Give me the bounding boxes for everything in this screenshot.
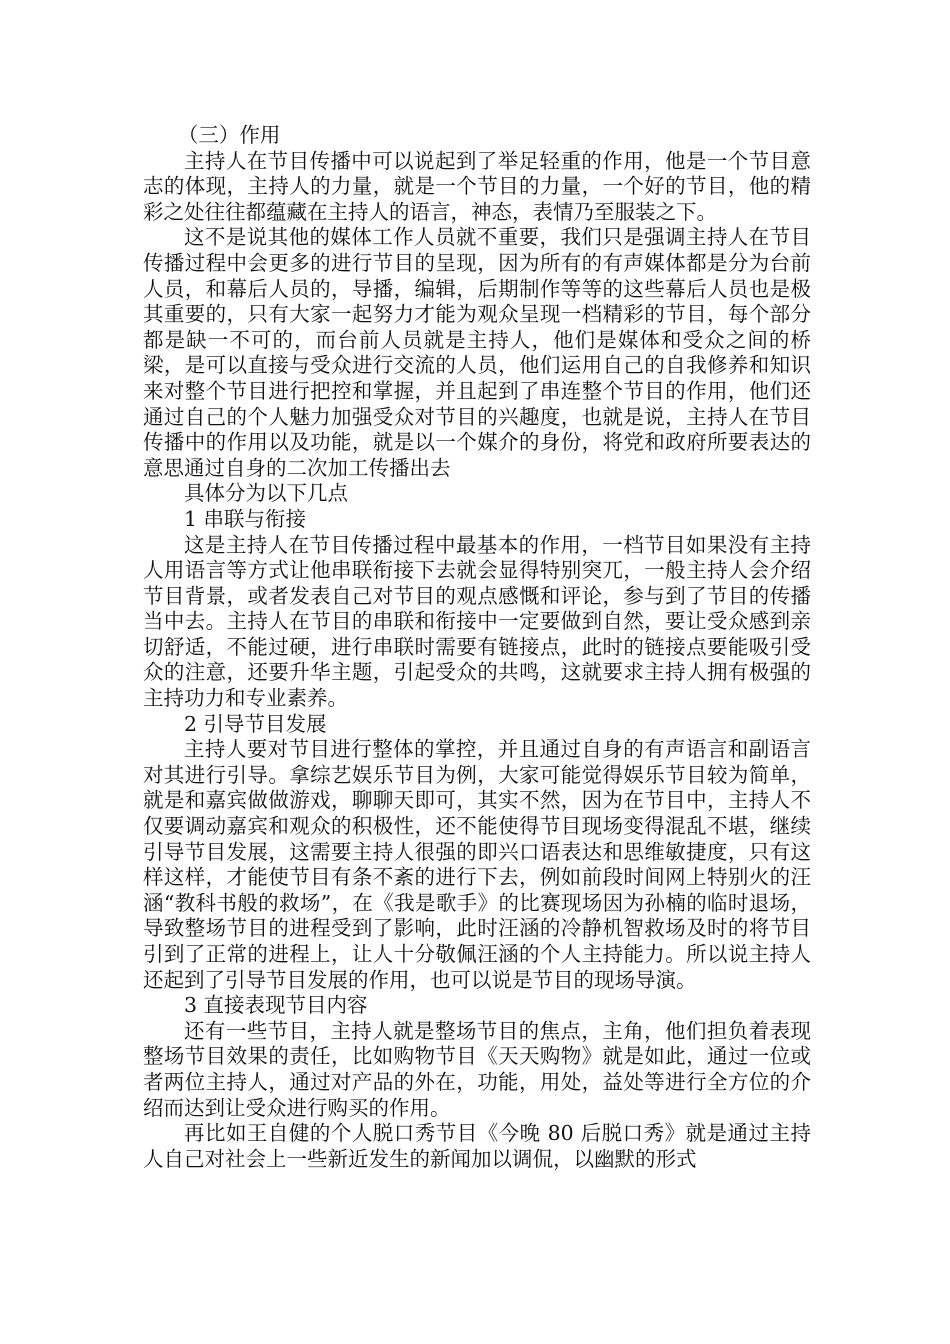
paragraph-6: 还有一些节目，主持人就是整场节目的焦点，主角，他们担负着表现整场节目效果的责任，比如购物节目《天天购物》就是如此，通过一位或者两位主持人，通过对产品的外在，功能，用处，益处等进行全方位的介绍而达到让受众进行购买的作用。 (143, 1018, 811, 1120)
paragraph-1: 主持人在节目传播中可以说起到了举足轻重的作用，他是一个节目意志的体现，主持人的力量，就是一个节目的力量，一个好的节目，他的精彩之处往往都蕴藏在主持人的语言，神态，表情乃至服装之下。 (143, 148, 811, 224)
section-heading: （三）作用 (177, 123, 281, 147)
paragraph-2: 这不是说其他的媒体工作人员就不重要，我们只是强调主持人在节目传播过程中会更多的进行节目的呈现，因为所有的有声媒体都是分为台前人员，和幕后人员的，导播，编辑，后期制作等等的这些幕后人员也是极其重要的，只有大家一起努力才能为观众呈现一档精彩的节目，每个部分都是缺一不可的，而台前人员就是主持人，他们是媒体和受众之间的桥梁，是可以直接与受众进行交流的人员，他们运用自己的自我修养和知识来对整个节目进行把控和掌握，并且起到了串连整个节目的作用，他们还通过自己的个人魅力加强受众对节目的兴趣度，也就是说，主持人在节目传播中的作用以及功能，就是以一个媒介的身份，将党和政府所要表达的意思通过自身的二次加工传播出去 (143, 225, 811, 480)
document-body (143, 123, 811, 1172)
paragraph-3: 具体分为以下几点 (184, 481, 348, 506)
paragraph-7: 再比如王自健的个人脱口秀节目《今晚 80 后脱口秀》就是通过主持人自己对社会上一些新近发生的新闻加以调侃，以幽默的形式 (143, 1121, 811, 1171)
subheading-2: 2 引导节目发展 (184, 711, 327, 736)
subheading-3: 3 直接表现节目内容 (184, 993, 368, 1018)
paragraph-5: 主持人要对节目进行整体的掌控，并且通过自身的有声语言和副语言对其进行引导。拿综艺娱乐节目为例，大家可能觉得娱乐节目较为简单，就是和嘉宾做做游戏，聊聊天即可，其实不然，因为在节目中，主持人不仅要调动嘉宾和观众的积极性，还不能使得节目现场变得混乱不堪，继续引导节目发展，这需要主持人很强的即兴口语表达和思维敏捷度，只有这样这样，才能使节目有条不紊的进行下去，例如前段时间网上特别火的汪涵“教科书般的救场”，在《我是歌手》的比赛现场因为孙楠的临时退场，导致整场节目的进程受到了影响，此时汪涵的冷静机智救场及时的将节目引到了正常的进程上，让人十分敬佩汪涵的个人主持能力。所以说主持人还起到了引导节目发展的作用，也可以说是节目的现场导演。 (143, 737, 811, 992)
subheading-1: 1 串联与衔接 (184, 506, 307, 531)
paragraph-4: 这是主持人在节目传播过程中最基本的作用，一档节目如果没有主持人用语言等方式让他串联衔接下去就会显得特别突兀，一般主持人会介绍节目背景，或者发表自己对节目的观点感慨和评论，参与到了节目的传播当中去。主持人在节目的串联和衔接中一定要做到自然，要让受众感到亲切舒适，不能过硬，进行串联时需要有链接点，此时的链接点要能吸引受众的注意，还要升华主题，引起受众的共鸣，这就要求主持人拥有极强的主持功力和专业素养。 (143, 532, 811, 711)
